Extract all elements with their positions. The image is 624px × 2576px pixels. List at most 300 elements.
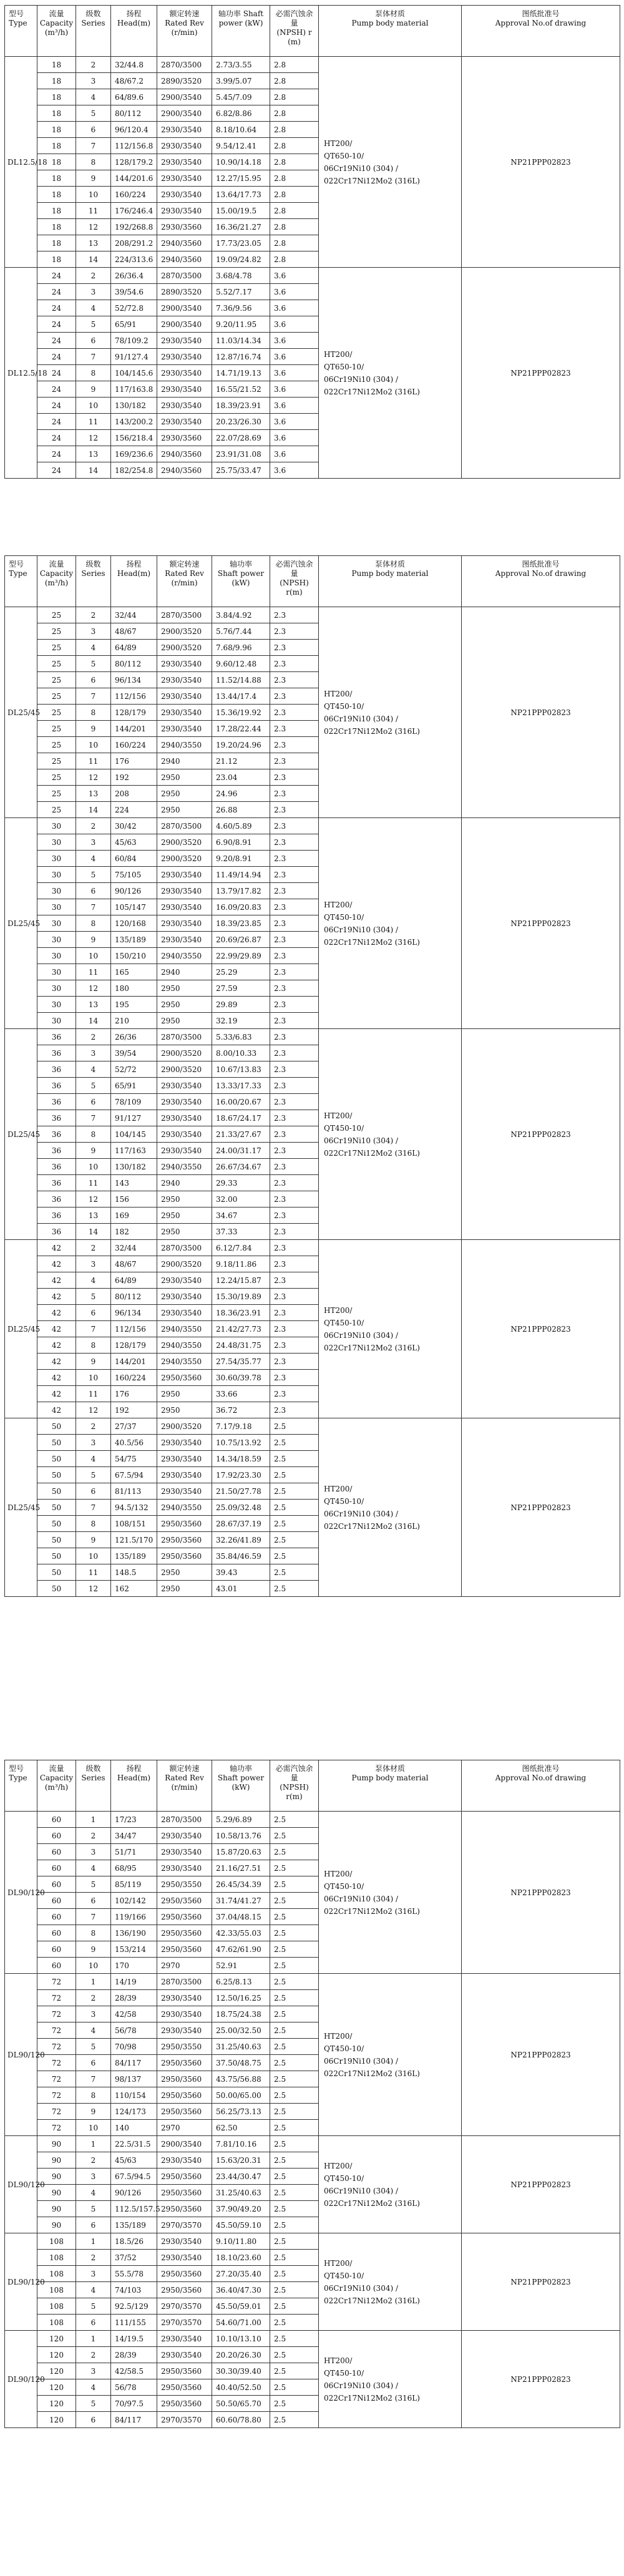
table-row [5,607,620,623]
rated-rev-cell: 2930/3540 [157,672,212,688]
npsh-cell: 2.3 [270,964,319,980]
rated-rev-cell: 2950 [157,1013,212,1029]
shaft-power-cell: 23.44/30.47 [212,2169,270,2185]
head-cell: 143/200.2 [111,414,157,430]
series-cell: 12 [76,1191,111,1208]
capacity-cell: 108 [37,2233,76,2250]
shaft-power-cell: 4.60/5.89 [212,818,270,834]
capacity-cell: 108 [37,2315,76,2331]
head-cell: 34/47 [111,1828,157,1844]
rated-rev-cell: 2950/3560 [157,1370,212,1386]
pump-type-cell: DL90/120 [5,2233,37,2331]
series-cell: 4 [76,89,111,105]
material-line: HT200/ [324,2031,353,2041]
table-header-row [5,1760,620,1812]
approval-number-cell: NP21PPP02823 [462,607,620,818]
rated-rev-cell: 2950/3560 [157,2055,212,2071]
series-cell: 1 [76,1974,111,1990]
npsh-cell: 2.5 [270,1941,319,1958]
npsh-cell: 2.5 [270,2104,319,2120]
header-pump-material: 泵体材质 Pump body material [319,556,462,607]
series-cell: 11 [76,203,111,219]
npsh-cell: 2.3 [270,721,319,737]
npsh-cell: 2.5 [270,2217,319,2233]
shaft-power-cell: 26.88 [212,802,270,818]
rated-rev-cell: 2940/3550 [157,1321,212,1337]
approval-number-cell: NP21PPP02823 [462,2331,620,2428]
series-cell: 3 [76,2363,111,2379]
header-capacity: 流量 Capacity (m³/h) [37,556,76,607]
capacity-cell: 120 [37,2412,76,2428]
capacity-cell: 72 [37,2055,76,2071]
material-line: QT650-10/ [324,151,364,160]
series-cell: 2 [76,607,111,623]
head-cell: 67.5/94.5 [111,2169,157,2185]
shaft-power-cell: 15.30/19.89 [212,1289,270,1305]
capacity-cell: 24 [37,446,76,462]
series-cell: 3 [76,623,111,640]
material-line: QT450-10/ [324,1496,364,1506]
material-line: QT450-10/ [324,2174,364,2183]
table-row [5,1029,620,1045]
series-cell: 3 [76,2266,111,2282]
capacity-cell: 72 [37,1990,76,2006]
shaft-power-cell: 18.39/23.85 [212,915,270,932]
shaft-power-cell: 20.69/26.87 [212,932,270,948]
capacity-cell: 72 [37,2104,76,2120]
rated-rev-cell: 2940 [157,753,212,769]
npsh-cell: 2.5 [270,2055,319,2071]
shaft-power-cell: 25.00/32.50 [212,2022,270,2039]
header-npsh: 必需汽蚀余量 (NPSH) r(m) [270,1760,319,1812]
rated-rev-cell: 2940 [157,1175,212,1191]
pump-spec-table-3 [4,1760,620,2428]
material-line: QT450-10/ [324,912,364,922]
capacity-cell: 24 [37,381,76,398]
series-cell: 13 [76,235,111,251]
pump-type-cell: DL25/45 [5,1029,37,1240]
npsh-cell: 2.8 [270,122,319,138]
npsh-cell: 2.8 [270,187,319,203]
shaft-power-cell: 15.00/19.5 [212,203,270,219]
shaft-power-cell: 6.25/8.13 [212,1974,270,1990]
capacity-cell: 18 [37,73,76,89]
npsh-cell: 3.6 [270,333,319,349]
header-pump-material: 泵体材质 Pump body material [319,1760,462,1812]
head-cell: 39/54.6 [111,284,157,300]
npsh-cell: 2.3 [270,1013,319,1029]
series-cell: 5 [76,105,111,122]
series-cell: 2 [76,57,111,73]
head-cell: 52/72.8 [111,300,157,316]
series-cell: 5 [76,1467,111,1483]
table-header-row [5,556,620,607]
capacity-cell: 42 [37,1321,76,1337]
npsh-cell: 2.5 [270,1467,319,1483]
capacity-cell: 18 [37,122,76,138]
rated-rev-cell: 2930/3540 [157,932,212,948]
npsh-cell: 3.6 [270,268,319,284]
series-cell: 10 [76,1370,111,1386]
header-approval: 图纸批准号 Approval No.of drawing [462,1760,620,1812]
header-series: 级数 Series [76,6,111,57]
series-cell: 8 [76,1126,111,1143]
npsh-cell: 2.5 [270,2087,319,2104]
capacity-cell: 18 [37,203,76,219]
series-cell: 2 [76,1990,111,2006]
shaft-power-cell: 24.48/31.75 [212,1337,270,1354]
capacity-cell: 60 [37,1812,76,1828]
shaft-power-cell: 15.63/20.31 [212,2152,270,2169]
rated-rev-cell: 2870/3500 [157,818,212,834]
capacity-cell: 42 [37,1305,76,1321]
head-cell: 102/142 [111,1893,157,1909]
shaft-power-cell: 9.20/11.95 [212,316,270,333]
rated-rev-cell: 2930/3540 [157,1289,212,1305]
rated-rev-cell: 2930/3540 [157,688,212,705]
head-cell: 160/224 [111,737,157,753]
series-cell: 14 [76,1224,111,1240]
capacity-cell: 30 [37,932,76,948]
pump-type-cell: DL25/45 [5,818,37,1029]
series-cell: 6 [76,2217,111,2233]
npsh-cell: 2.3 [270,753,319,769]
head-cell: 160/224 [111,1370,157,1386]
capacity-cell: 42 [37,1272,76,1289]
shaft-power-cell: 11.03/14.34 [212,333,270,349]
series-cell: 9 [76,1941,111,1958]
rated-rev-cell: 2950/3560 [157,2266,212,2282]
rated-rev-cell: 2930/3540 [157,1305,212,1321]
pump-material-cell [319,2233,462,2331]
material-line: HT200/ [324,2356,353,2365]
rated-rev-cell: 2940/3560 [157,462,212,479]
rated-rev-cell: 2930/3540 [157,2152,212,2169]
capacity-cell: 24 [37,462,76,479]
shaft-power-cell: 36.72 [212,1402,270,1418]
material-line: 06Cr19Ni10 (304) / [324,163,399,173]
pump-type-cell: DL90/120 [5,1812,37,1974]
rated-rev-cell: 2970 [157,1958,212,1974]
shaft-power-cell: 9.10/11.80 [212,2233,270,2250]
series-cell: 8 [76,365,111,381]
material-line: 022Cr17Ni12Mo2 (316L) [324,2069,420,2078]
head-cell: 104/145.6 [111,365,157,381]
pump-material-cell [319,1812,462,1974]
head-cell: 84/117 [111,2055,157,2071]
capacity-cell: 60 [37,1844,76,1860]
shaft-power-cell: 11.52/14.88 [212,672,270,688]
head-cell: 182 [111,1224,157,1240]
head-cell: 224 [111,802,157,818]
series-cell: 4 [76,2282,111,2298]
rated-rev-cell: 2930/3540 [157,1110,212,1126]
rated-rev-cell: 2890/3520 [157,73,212,89]
head-cell: 112/156 [111,688,157,705]
rated-rev-cell: 2930/3540 [157,398,212,414]
rated-rev-cell: 2940/3550 [157,1500,212,1516]
shaft-power-cell: 18.39/23.91 [212,398,270,414]
series-cell: 2 [76,2347,111,2363]
series-cell: 9 [76,721,111,737]
rated-rev-cell: 2950/3560 [157,1925,212,1941]
rated-rev-cell: 2870/3500 [157,1812,212,1828]
series-cell: 8 [76,1925,111,1941]
capacity-cell: 18 [37,187,76,203]
approval-number-cell: NP21PPP02823 [462,1418,620,1597]
header-approval: 图纸批准号 Approval No.of drawing [462,556,620,607]
rated-rev-cell: 2930/3540 [157,1990,212,2006]
shaft-power-cell: 6.90/8.91 [212,834,270,851]
approval-number-cell: NP21PPP02823 [462,268,620,479]
shaft-power-cell: 54.60/71.00 [212,2315,270,2331]
npsh-cell: 2.3 [270,688,319,705]
npsh-cell: 2.5 [270,2282,319,2298]
rated-rev-cell: 2930/3540 [157,1483,212,1500]
head-cell: 90/126 [111,883,157,899]
head-cell: 64/89.6 [111,89,157,105]
capacity-cell: 25 [37,705,76,721]
shaft-power-cell: 18.75/24.38 [212,2006,270,2022]
rated-rev-cell: 2940 [157,964,212,980]
capacity-cell: 50 [37,1483,76,1500]
series-cell: 9 [76,1143,111,1159]
npsh-cell: 2.5 [270,2022,319,2039]
material-line: QT450-10/ [324,1123,364,1133]
head-cell: 119/166 [111,1909,157,1925]
npsh-cell: 2.8 [270,203,319,219]
table-row [5,1812,620,1828]
npsh-cell: 2.3 [270,1045,319,1061]
material-line: HT200/ [324,139,353,148]
capacity-cell: 60 [37,1876,76,1893]
series-cell: 3 [76,1435,111,1451]
capacity-cell: 25 [37,607,76,623]
capacity-cell: 60 [37,1958,76,1974]
rated-rev-cell: 2940/3550 [157,1159,212,1175]
capacity-cell: 36 [37,1061,76,1078]
head-cell: 37/52 [111,2250,157,2266]
rated-rev-cell: 2950/3550 [157,1876,212,1893]
shaft-power-cell: 18.10/23.60 [212,2250,270,2266]
rated-rev-cell: 2950 [157,1402,212,1418]
rated-rev-cell: 2970/3570 [157,2315,212,2331]
head-cell: 80/112 [111,105,157,122]
npsh-cell: 2.5 [270,2120,319,2136]
npsh-cell: 2.3 [270,656,319,672]
material-line: HT200/ [324,349,353,359]
npsh-cell: 2.3 [270,980,319,997]
capacity-cell: 25 [37,753,76,769]
shaft-power-cell: 21.33/27.67 [212,1126,270,1143]
head-cell: 156/218.4 [111,430,157,446]
header-shaft-power: 轴功率 Shaft power (kW) [212,556,270,607]
rated-rev-cell: 2930/3540 [157,2022,212,2039]
capacity-cell: 42 [37,1386,76,1402]
npsh-cell: 2.3 [270,1110,319,1126]
pump-material-cell [319,818,462,1029]
head-cell: 111/155 [111,2315,157,2331]
capacity-cell: 36 [37,1191,76,1208]
series-cell: 13 [76,446,111,462]
head-cell: 84/117 [111,2412,157,2428]
series-cell: 2 [76,1418,111,1435]
capacity-cell: 36 [37,1094,76,1110]
series-cell: 7 [76,1110,111,1126]
header-rated-rev: 额定转速 Rated Rev (r/min) [157,556,212,607]
series-cell: 3 [76,1844,111,1860]
capacity-cell: 90 [37,2201,76,2217]
head-cell: 22.5/31.5 [111,2136,157,2152]
npsh-cell: 2.3 [270,1126,319,1143]
header-series: 级数 Series [76,1760,111,1812]
series-cell: 6 [76,1483,111,1500]
npsh-cell: 2.8 [270,73,319,89]
rated-rev-cell: 2950/3560 [157,2169,212,2185]
shaft-power-cell: 43.01 [212,1581,270,1597]
material-line: HT200/ [324,1484,353,1493]
npsh-cell: 2.5 [270,1435,319,1451]
head-cell: 80/112 [111,1289,157,1305]
head-cell: 169 [111,1208,157,1224]
head-cell: 128/179 [111,1337,157,1354]
shaft-power-cell: 10.90/14.18 [212,154,270,170]
series-cell: 13 [76,786,111,802]
approval-number-cell: NP21PPP02823 [462,1812,620,1974]
head-cell: 48/67.2 [111,73,157,89]
capacity-cell: 25 [37,721,76,737]
npsh-cell: 3.6 [270,446,319,462]
table-row [5,2233,620,2250]
series-cell: 12 [76,1581,111,1597]
head-cell: 26/36 [111,1029,157,1045]
series-cell: 6 [76,2055,111,2071]
head-cell: 110/154 [111,2087,157,2104]
header-series: 级数 Series [76,556,111,607]
material-line: 022Cr17Ni12Mo2 (316L) [324,1521,420,1531]
capacity-cell: 30 [37,997,76,1013]
capacity-cell: 42 [37,1240,76,1256]
series-cell: 5 [76,2396,111,2412]
rated-rev-cell: 2950 [157,769,212,786]
npsh-cell: 3.6 [270,414,319,430]
npsh-cell: 3.6 [270,349,319,365]
rated-rev-cell: 2950 [157,980,212,997]
series-cell: 12 [76,1402,111,1418]
material-line: 06Cr19Ni10 (304) / [324,1894,399,1903]
header-head: 扬程 Head(m) [111,6,157,57]
shaft-power-cell: 24.96 [212,786,270,802]
shaft-power-cell: 17.73/23.05 [212,235,270,251]
pump-type-cell: DL90/120 [5,1974,37,2136]
series-cell: 5 [76,1078,111,1094]
npsh-cell: 2.5 [270,2152,319,2169]
npsh-cell: 2.5 [270,1812,319,1828]
material-line: 06Cr19Ni10 (304) / [324,2283,399,2293]
series-cell: 3 [76,284,111,300]
npsh-cell: 2.3 [270,1208,319,1224]
npsh-cell: 2.5 [270,2347,319,2363]
rated-rev-cell: 2970 [157,2120,212,2136]
rated-rev-cell: 2970/3570 [157,2298,212,2315]
rated-rev-cell: 2870/3500 [157,607,212,623]
approval-number-cell: NP21PPP02823 [462,1029,620,1240]
npsh-cell: 2.8 [270,219,319,235]
shaft-power-cell: 20.20/26.30 [212,2347,270,2363]
series-cell: 5 [76,867,111,883]
capacity-cell: 108 [37,2266,76,2282]
shaft-power-cell: 42.33/55.03 [212,1925,270,1941]
npsh-cell: 2.5 [270,1500,319,1516]
header-rated-rev: 额定转速 Rated Rev (r/min) [157,1760,212,1812]
head-cell: 70/97.5 [111,2396,157,2412]
shaft-power-cell: 37.33 [212,1224,270,1240]
head-cell: 92.5/129 [111,2298,157,2315]
head-cell: 32/44 [111,1240,157,1256]
shaft-power-cell: 7.36/9.56 [212,300,270,316]
capacity-cell: 24 [37,398,76,414]
head-cell: 128/179.2 [111,154,157,170]
series-cell: 5 [76,2039,111,2055]
head-cell: 91/127 [111,1110,157,1126]
npsh-cell: 3.6 [270,284,319,300]
npsh-cell: 2.5 [270,1516,319,1532]
npsh-cell: 3.6 [270,316,319,333]
material-line: HT200/ [324,1305,353,1315]
capacity-cell: 25 [37,688,76,705]
rated-rev-cell: 2900/3520 [157,1256,212,1272]
capacity-cell: 36 [37,1078,76,1094]
series-cell: 10 [76,1548,111,1564]
head-cell: 105/147 [111,899,157,915]
capacity-cell: 120 [37,2396,76,2412]
material-line: 022Cr17Ni12Mo2 (316L) [324,2296,420,2305]
material-line: 022Cr17Ni12Mo2 (316L) [324,937,420,947]
shaft-power-cell: 16.00/20.67 [212,1094,270,1110]
shaft-power-cell: 22.99/29.89 [212,948,270,964]
shaft-power-cell: 27.54/35.77 [212,1354,270,1370]
capacity-cell: 72 [37,2087,76,2104]
rated-rev-cell: 2950 [157,786,212,802]
series-cell: 5 [76,656,111,672]
rated-rev-cell: 2950/3560 [157,2087,212,2104]
npsh-cell: 3.6 [270,398,319,414]
rated-rev-cell: 2950/3560 [157,1548,212,1564]
head-cell: 64/89 [111,640,157,656]
rated-rev-cell: 2930/3540 [157,349,212,365]
capacity-cell: 50 [37,1516,76,1532]
rated-rev-cell: 2930/3540 [157,883,212,899]
capacity-cell: 30 [37,1013,76,1029]
material-line: 022Cr17Ni12Mo2 (316L) [324,1906,420,1916]
rated-rev-cell: 2930/3540 [157,1844,212,1860]
shaft-power-cell: 36.40/47.30 [212,2282,270,2298]
head-cell: 51/71 [111,1844,157,1860]
head-cell: 90/126 [111,2185,157,2201]
head-cell: 14/19 [111,1974,157,1990]
shaft-power-cell: 14.34/18.59 [212,1451,270,1467]
npsh-cell: 2.3 [270,786,319,802]
shaft-power-cell: 18.67/24.17 [212,1110,270,1126]
npsh-cell: 2.5 [270,1860,319,1876]
shaft-power-cell: 19.09/24.82 [212,251,270,268]
head-cell: 156 [111,1191,157,1208]
capacity-cell: 30 [37,851,76,867]
head-cell: 160/224 [111,187,157,203]
header-npsh: 必需汽蚀余量 (NPSH) r (m) [270,6,319,57]
shaft-power-cell: 24.00/31.17 [212,1143,270,1159]
material-line: 06Cr19Ni10 (304) / [324,1136,399,1145]
